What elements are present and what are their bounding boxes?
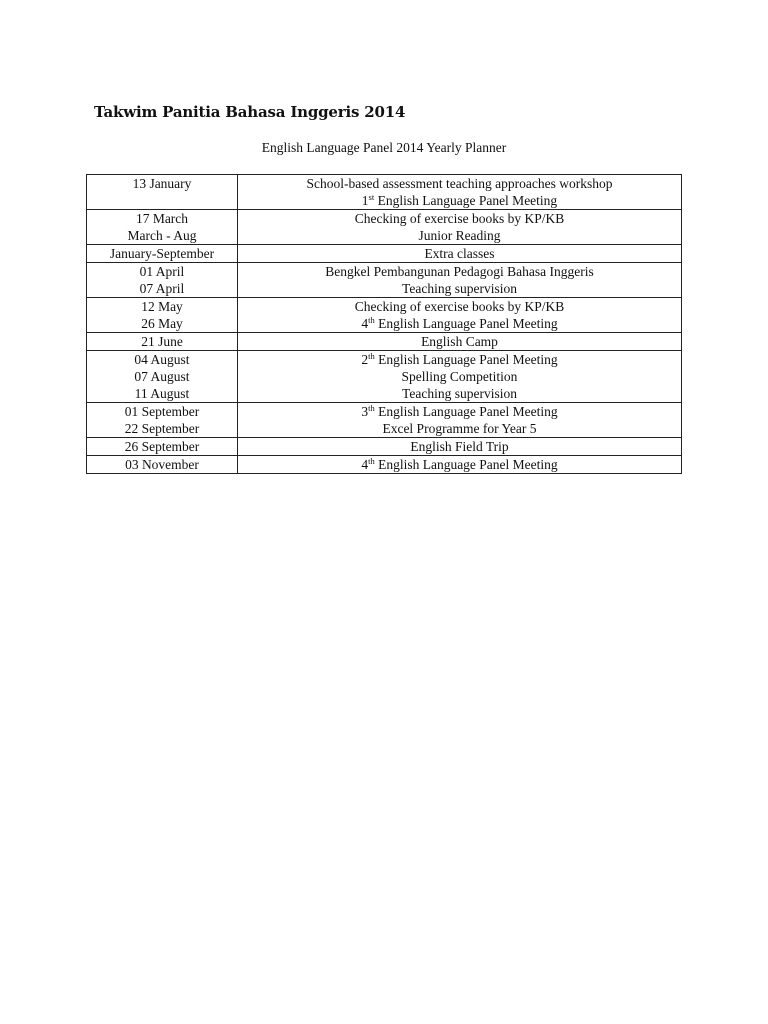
event-cell xyxy=(238,351,682,403)
ordinal-number: 2 xyxy=(361,352,369,367)
ordinal-suffix: th xyxy=(368,315,375,325)
date-text: 04 August xyxy=(134,352,190,367)
ordinal-suffix: th xyxy=(368,456,375,466)
event-line xyxy=(240,245,679,262)
page-title: Takwim Panitia Bahasa Inggeris 2014 xyxy=(94,103,406,121)
event-text: School-based assessment teaching approaches workshop xyxy=(306,176,613,191)
event-text: English Language Panel Meeting xyxy=(374,193,558,208)
event-line xyxy=(240,403,679,420)
table-row xyxy=(87,333,682,351)
event-text: Bengkel Pembangunan Pedagogi Bahasa Inggeris xyxy=(325,264,594,279)
event-cell xyxy=(238,245,682,263)
event-line xyxy=(240,210,679,227)
event-cell xyxy=(238,298,682,333)
date-cell xyxy=(87,245,238,263)
date-text: 13 January xyxy=(132,176,192,191)
date-cell xyxy=(87,403,238,438)
table-row xyxy=(87,438,682,456)
yearly-planner-table xyxy=(86,174,682,474)
event-text: Excel Programme for Year 5 xyxy=(382,421,537,436)
event-text: Teaching supervision xyxy=(402,386,517,401)
date-text: 03 November xyxy=(125,457,199,472)
table-row xyxy=(87,245,682,263)
date-cell xyxy=(87,210,238,245)
event-text: English Language Panel Meeting xyxy=(374,404,558,419)
event-line xyxy=(240,385,679,402)
date-cell xyxy=(87,351,238,403)
event-line xyxy=(240,438,679,455)
table-row xyxy=(87,175,682,210)
event-line xyxy=(240,280,679,297)
event-line xyxy=(240,315,679,332)
ordinal-number: 3 xyxy=(361,404,369,419)
planner-table-body xyxy=(87,175,682,474)
date-text: 12 May xyxy=(141,299,183,314)
event-line xyxy=(240,456,679,473)
event-line xyxy=(240,333,679,350)
date-cell xyxy=(87,456,238,474)
date-text: 21 June xyxy=(141,334,183,349)
event-cell xyxy=(238,175,682,210)
ordinal-suffix: th xyxy=(368,351,375,361)
event-text: Checking of exercise books by KP/KB xyxy=(354,299,565,314)
date-text: 26 September xyxy=(124,439,200,454)
event-text: Junior Reading xyxy=(418,228,501,243)
event-cell xyxy=(238,210,682,245)
event-line xyxy=(240,192,679,209)
date-text: 01 September xyxy=(124,404,200,419)
date-text: 26 May xyxy=(141,316,183,331)
event-line xyxy=(240,227,679,244)
table-row xyxy=(87,298,682,333)
date-text: 07 April xyxy=(139,281,185,296)
date-text: 22 September xyxy=(124,421,200,436)
event-cell xyxy=(238,263,682,298)
ordinal-suffix: th xyxy=(368,403,375,413)
event-line xyxy=(240,420,679,437)
event-line xyxy=(240,175,679,192)
event-text: English Language Panel Meeting xyxy=(374,457,558,472)
date-text: 11 August xyxy=(134,386,190,401)
table-row xyxy=(87,456,682,474)
table-row xyxy=(87,210,682,245)
event-text: English Field Trip xyxy=(410,439,509,454)
ordinal-number: 4 xyxy=(361,316,369,331)
event-line xyxy=(240,298,679,315)
ordinal-number: 1 xyxy=(361,193,369,208)
date-text: 17 March xyxy=(135,211,189,226)
date-cell xyxy=(87,263,238,298)
event-line xyxy=(240,351,679,368)
table-row xyxy=(87,351,682,403)
table-row xyxy=(87,403,682,438)
date-cell xyxy=(87,175,238,210)
event-text: English Language Panel Meeting xyxy=(374,316,558,331)
date-text: 01 April xyxy=(139,264,185,279)
date-text: January-September xyxy=(109,246,215,261)
event-text: Checking of exercise books by KP/KB xyxy=(354,211,565,226)
event-cell xyxy=(238,333,682,351)
event-text: English Camp xyxy=(421,334,498,349)
event-line xyxy=(240,263,679,280)
date-cell xyxy=(87,438,238,456)
ordinal-number: 4 xyxy=(361,457,369,472)
event-text: English Language Panel Meeting xyxy=(374,352,558,367)
event-cell xyxy=(238,456,682,474)
event-cell xyxy=(238,403,682,438)
event-line xyxy=(240,368,679,385)
event-text: Spelling Competition xyxy=(401,369,518,384)
event-text: Extra classes xyxy=(424,246,495,261)
event-cell xyxy=(238,438,682,456)
date-text: 07 August xyxy=(134,369,190,384)
ordinal-suffix: st xyxy=(368,192,375,202)
table-row xyxy=(87,263,682,298)
date-text: March - Aug xyxy=(127,228,197,243)
planner-subtitle: English Language Panel 2014 Yearly Planner xyxy=(261,140,507,155)
date-cell xyxy=(87,333,238,351)
date-cell xyxy=(87,298,238,333)
event-text: Teaching supervision xyxy=(402,281,517,296)
